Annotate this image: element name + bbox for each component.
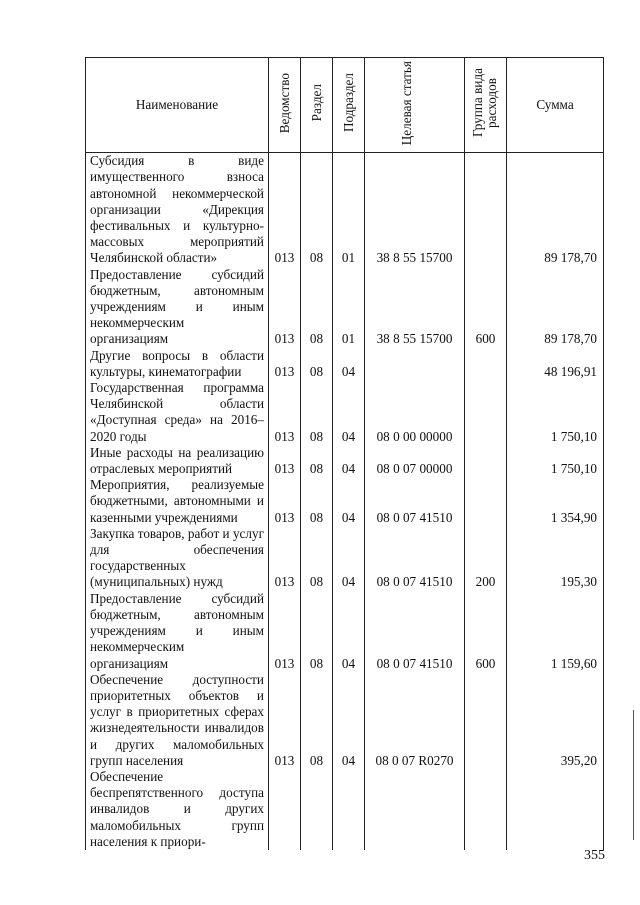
- row-group: [465, 445, 507, 477]
- table-row: [86, 380, 604, 445]
- row-podrazdel: 04: [333, 445, 365, 477]
- header-podrazdel: Подраздел: [333, 58, 365, 153]
- row-sum: 1 750,10: [507, 445, 604, 477]
- row-target: 08 0 07 41510: [365, 591, 465, 672]
- row-vedomstvo: 013: [269, 348, 301, 380]
- table-row: [86, 526, 604, 591]
- row-group: 200: [465, 526, 507, 591]
- row-vedomstvo: 013: [269, 445, 301, 477]
- row-target: 08 0 07 R0270: [365, 672, 465, 769]
- row-sum: 395,20: [507, 672, 604, 769]
- row-razdel: [301, 769, 333, 850]
- header-razdel: Раздел: [301, 58, 333, 153]
- row-razdel: 08: [301, 348, 333, 380]
- row-name: Обеспечение доступности приоритетных объектов и услуг в приоритетных сферах жизнедеятельности инвалидов и других маломобильных групп населения: [86, 672, 269, 769]
- row-sum: 1 159,60: [507, 591, 604, 672]
- row-sum: 1 354,90: [507, 477, 604, 526]
- row-target: [365, 348, 465, 380]
- row-sum: 195,30: [507, 526, 604, 591]
- row-razdel: 08: [301, 153, 333, 267]
- row-name: Закупка товаров, работ и услуг для обеспечения государственных (муниципальных) нужд: [86, 526, 269, 591]
- table-row: [86, 672, 604, 769]
- header-vedomstvo: Ведомство: [269, 58, 301, 153]
- row-group: [465, 769, 507, 850]
- row-razdel: 08: [301, 380, 333, 445]
- header-name: Наименование: [86, 58, 269, 153]
- row-podrazdel: 04: [333, 591, 365, 672]
- table-row: [86, 153, 604, 267]
- row-podrazdel: 01: [333, 267, 365, 348]
- row-vedomstvo: [269, 769, 301, 850]
- row-target: 08 0 07 41510: [365, 477, 465, 526]
- row-podrazdel: 04: [333, 672, 365, 769]
- row-vedomstvo: 013: [269, 153, 301, 267]
- row-group: [465, 672, 507, 769]
- margin-line: [633, 710, 634, 840]
- row-sum: 1 750,10: [507, 380, 604, 445]
- row-razdel: 08: [301, 591, 333, 672]
- row-vedomstvo: 013: [269, 380, 301, 445]
- budget-table: [85, 57, 604, 850]
- table-row: [86, 445, 604, 477]
- row-group: [465, 477, 507, 526]
- row-podrazdel: 01: [333, 153, 365, 267]
- row-target: 38 8 55 15700: [365, 153, 465, 267]
- row-razdel: 08: [301, 672, 333, 769]
- table-row: [86, 348, 604, 380]
- row-group: [465, 153, 507, 267]
- row-name: Предоставление субсидий бюджетным, автономным учреждениям и иным некоммерческим организациям: [86, 591, 269, 672]
- table-row: [86, 267, 604, 348]
- row-target: 08 0 07 41510: [365, 526, 465, 591]
- header-sum: Сумма: [507, 58, 604, 153]
- row-podrazdel: 04: [333, 477, 365, 526]
- row-name: Предоставление субсидий бюджетным, автономным учреждениям и иным некоммерческим организациям: [86, 267, 269, 348]
- row-sum: 89 178,70: [507, 267, 604, 348]
- row-vedomstvo: 013: [269, 526, 301, 591]
- row-name: Государственная программа Челябинской области «Доступная среда» на 2016–2020 годы: [86, 380, 269, 445]
- row-group: 600: [465, 267, 507, 348]
- row-vedomstvo: 013: [269, 591, 301, 672]
- header-group: Группа вида расходов: [465, 58, 507, 153]
- row-podrazdel: 04: [333, 526, 365, 591]
- row-vedomstvo: 013: [269, 267, 301, 348]
- page-number: 355: [584, 848, 605, 863]
- row-podrazdel: 04: [333, 348, 365, 380]
- row-vedomstvo: 013: [269, 477, 301, 526]
- table-row: [86, 477, 604, 526]
- row-razdel: 08: [301, 445, 333, 477]
- row-sum: 48 196,91: [507, 348, 604, 380]
- row-sum: [507, 769, 604, 850]
- row-target: 08 0 00 00000: [365, 380, 465, 445]
- row-vedomstvo: 013: [269, 672, 301, 769]
- row-group: [465, 380, 507, 445]
- row-razdel: 08: [301, 477, 333, 526]
- table-row: [86, 591, 604, 672]
- row-target: 38 8 55 15700: [365, 267, 465, 348]
- row-name: Другие вопросы в области культуры, кинематографии: [86, 348, 269, 380]
- row-name: Субсидия в виде имущественного взноса автономной некоммерческой организации «Дирекция фестивальных и культурно-массовых мероприятий Челябинской области»: [86, 153, 269, 267]
- table-row: [86, 769, 604, 850]
- row-razdel: 08: [301, 267, 333, 348]
- row-target: 08 0 07 00000: [365, 445, 465, 477]
- row-sum: 89 178,70: [507, 153, 604, 267]
- row-podrazdel: 04: [333, 380, 365, 445]
- row-name: Иные расходы на реализацию отраслевых мероприятий: [86, 445, 269, 477]
- row-name: Обеспечение беспрепятственного доступа инвалидов и других маломобильных групп населения к приори-: [86, 769, 269, 850]
- header-target: Целевая статья: [365, 58, 465, 153]
- row-group: [465, 348, 507, 380]
- row-name: Мероприятия, реализуемые бюджетными, автономными и казенными учреждениями: [86, 477, 269, 526]
- row-group: 600: [465, 591, 507, 672]
- header-row: [86, 58, 604, 153]
- row-podrazdel: [333, 769, 365, 850]
- row-razdel: 08: [301, 526, 333, 591]
- row-target: [365, 769, 465, 850]
